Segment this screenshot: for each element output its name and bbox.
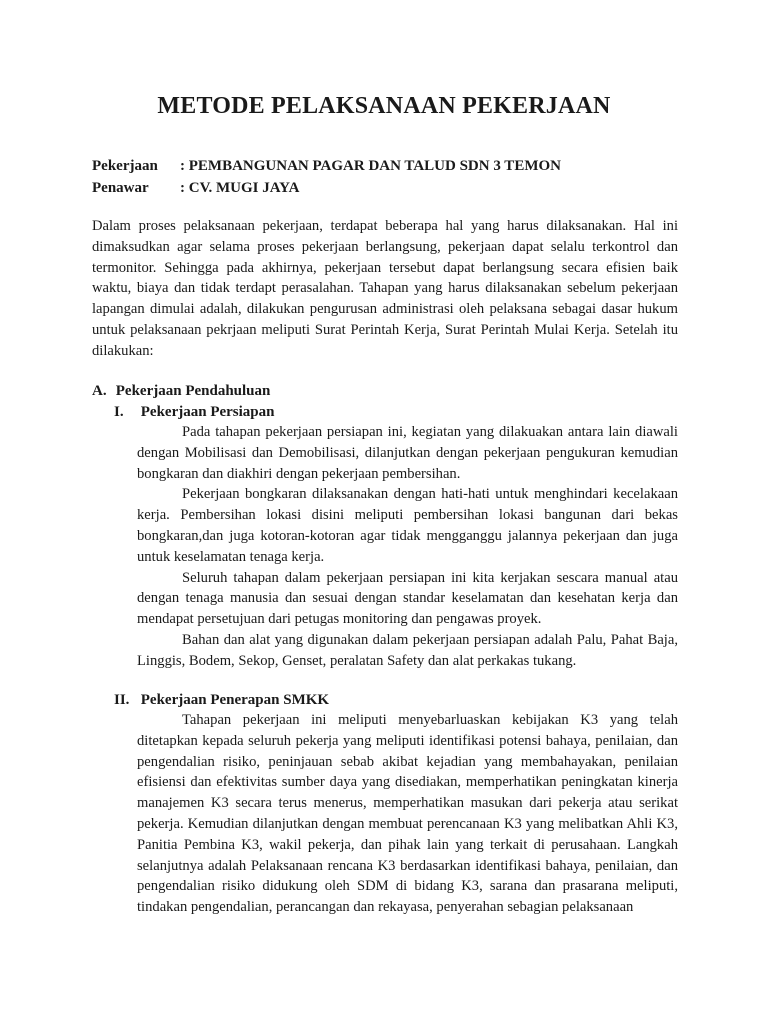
- subsection-2-heading: [114, 690, 329, 710]
- paragraph: Bahan dan alat yang digunakan dalam pekerjaan persiapan adalah Palu, Pahat Baja, Linggis, Bodem, Sekop, Genset, peralatan Safety dan alat perkakas tukang.: [137, 631, 678, 669]
- project-meta: [92, 155, 561, 199]
- intro-paragraph: Dalam proses pelaksanaan pekerjaan, terdapat beberapa hal yang harus dilaksanakan. Hal ini dimaksudkan agar selama proses pekerjaan berlangsung, pekerjaan dapat selalu terkontrol dan termonitor. Sehingga pada akhirnya, pekerjaan tersebut dapat berlangsung secara efisien baik waktu, biaya dan tidak terdapt perasalahan. Tahapan yang harus dilaksanakan sebelum pekerjaan lapangan dimulai adalah, dilakukan pengurusan administrasi oleh pelaksana sebagai dasar hukum untuk pelaksanaan pekrjaan meliputi Surat Perintah Kerja, Surat Perintah Mulai Kerja. Setelah itu dilakukan:: [92, 218, 678, 359]
- paragraph: Pada tahapan pekerjaan persiapan ini, kegiatan yang dilakuakan antara lain diawali dengan Mobilisasi dan Demobilisasi, dilanjutkan dengan pekerjaan pengukuran kemudian bongkaran dan diakhiri dengan pekerjaan pembersihan.: [137, 424, 678, 482]
- section-number: A.: [92, 383, 107, 399]
- paragraph: Seluruh tahapan dalam pekerjaan persiapan ini kita kerjakan sescara manual atau dengan tenaga manusia dan sesuai dengan standar keselamatan dan kesehatan kerja dan mendapat persetujuan dari petugas monitoring dan pengawas proyek.: [137, 569, 678, 628]
- subsection-2-body: [137, 710, 678, 918]
- paragraph: Tahapan pekerjaan ini meliputi menyebarluaskan kebijakan K3 yang telah ditetapkan kepada seluruh pekerja yang meliputi identifikasi potensi bahaya, penilaian, dan pengendalian risiko, peninjauan sebab akibat kejadian yang membahayakan, penilaian efisiensi dan efektivitas sumber daya yang disediakan, memperhatikan peningkatan kinerja manajemen K3 secara terus menerus, memperhatikan masukan dari pekerja atau serikat pekerja. Kemudian dilanjutkan dengan membuat perencanaan K3 yang melibatkan Ahli K3, Panitia Pembina K3, wakil pekerja, dan pihak lain yang terkait di perusahaan. Langkah selanjutnya adalah Pelaksanaan rencana K3 berdasarkan identifikasi bahaya, penilaian, dan pengendalian risiko didukung oleh SDM di bidang K3, sarana dan prasarana meliputi, tindakan pengendalian, perancangan dan rekayasa, penyerahan sebagian pelaksanaan: [137, 712, 678, 916]
- subsection-number: II.: [114, 692, 130, 708]
- meta-row-penawar: [92, 177, 561, 199]
- document-title: METODE PELAKSANAAN PEKERJAAN: [157, 93, 611, 119]
- meta-row-pekerjaan: [92, 155, 561, 177]
- subsection-title: Pekerjaan Persiapan: [140, 404, 275, 420]
- subsection-number: I.: [114, 404, 124, 420]
- subsection-title: Pekerjaan Penerapan SMKK: [140, 692, 330, 708]
- meta-value: : PEMBANGUNAN PAGAR DAN TALUD SDN 3 TEMON: [180, 158, 561, 174]
- subsection-1-heading: [114, 402, 274, 422]
- meta-label: Penawar: [92, 180, 149, 196]
- paragraph: Pekerjaan bongkaran dilaksanakan dengan hati-hati untuk menghindari kecelakaan kerja. Pembersihan lokasi disini meliputi pembersihan lokasi bangunan dari bekas bongkaran,dan juga kotoran-kotoran agar tidak mengganggu jalannya pekerjaan dan juga untuk keselamatan tenaga kerja.: [137, 486, 678, 565]
- section-a-heading: [92, 381, 270, 401]
- meta-label: Pekerjaan: [92, 158, 158, 174]
- section-title: Pekerjaan Pendahuluan: [115, 383, 271, 399]
- meta-value: : CV. MUGI JAYA: [180, 180, 300, 196]
- subsection-1-body: [137, 422, 678, 672]
